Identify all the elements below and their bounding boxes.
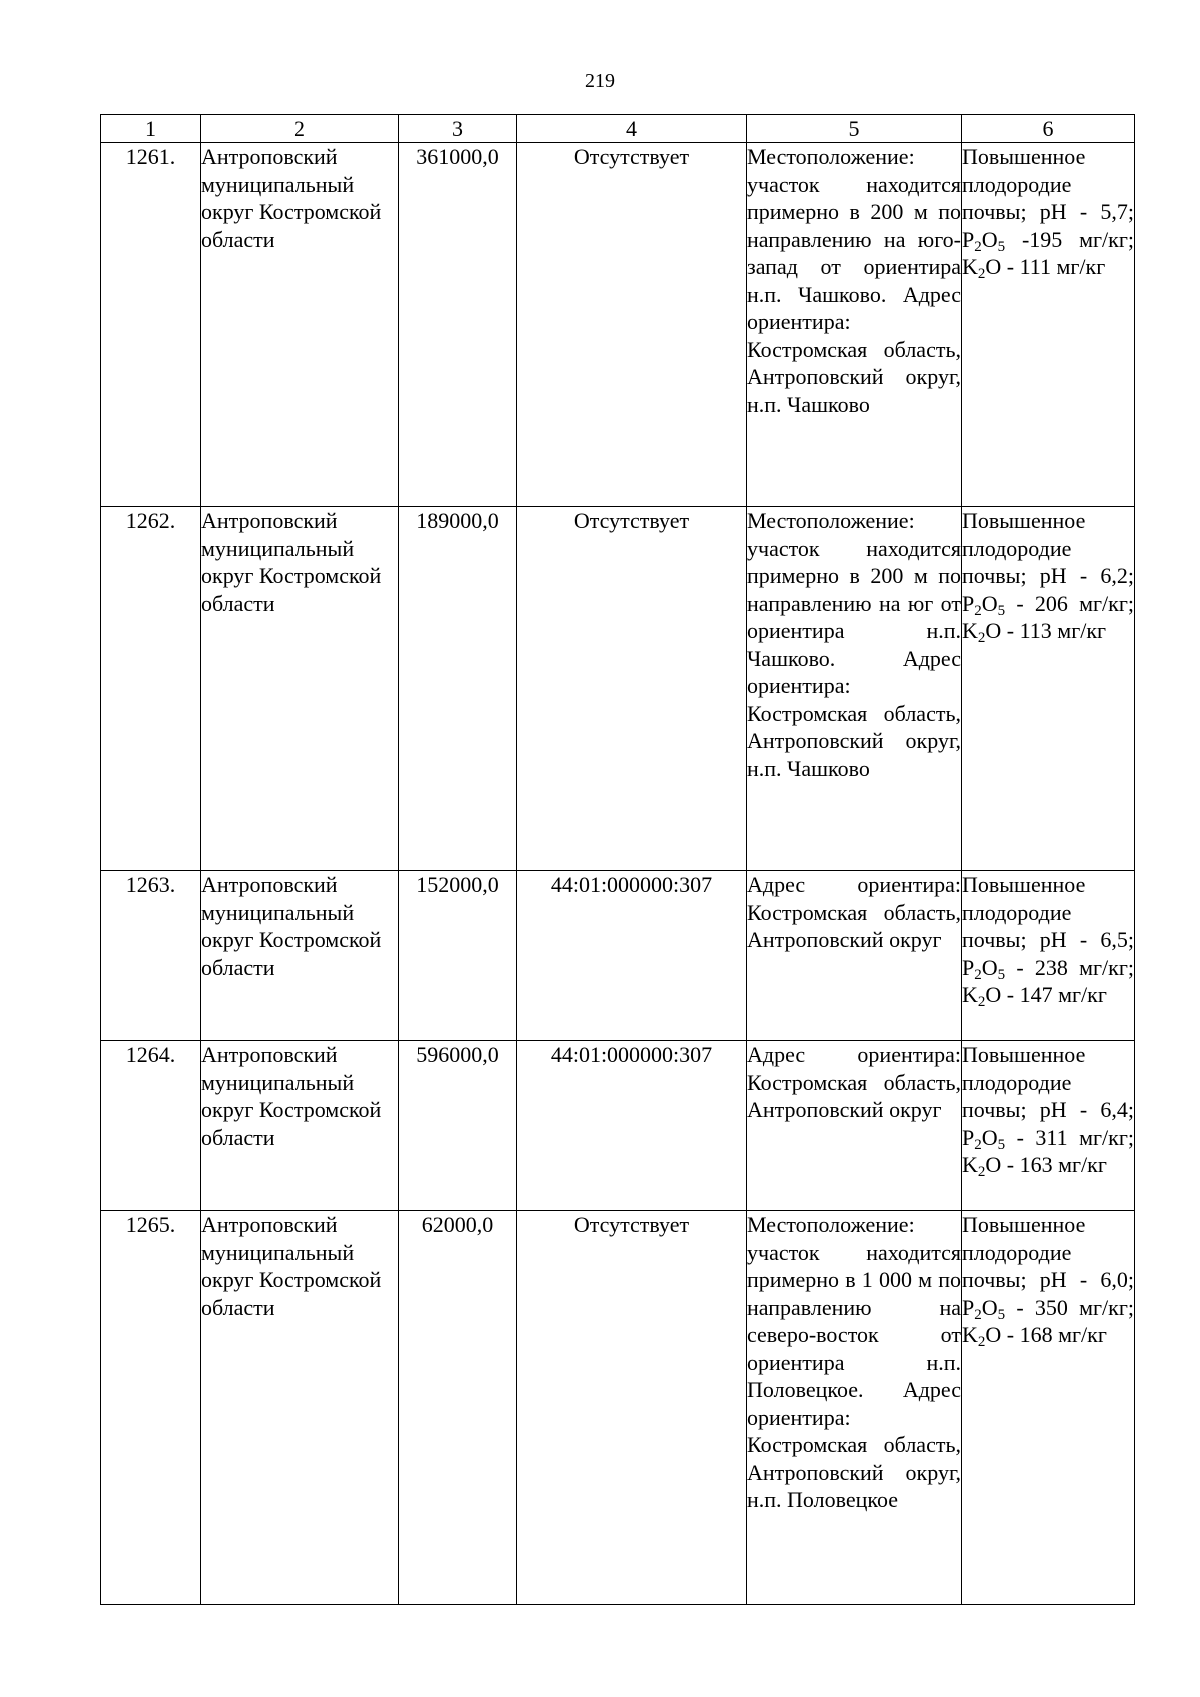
municipality-cell: Антроповский муниципальный округ Костромской области — [201, 1041, 399, 1211]
location-cell: Местоположение: участок находится примерно в 200 м по направлению на юго-запад от ориентира н.п. Чашково. Адрес ориентира: Костромская область, Антроповский округ, н.п. Чашково — [747, 143, 962, 507]
municipality-cell: Антроповский муниципальный округ Костромской области — [201, 507, 399, 871]
land-plots-table — [100, 114, 1135, 1605]
soil-characteristics-cell: Повышенное плодородие почвы; pH - 6,0; $P_2O_5 - 350$ мг/кг; $K_2O - 168$ мг/кг — [962, 1211, 1135, 1605]
cadastral-number-cell: Отсутствует — [517, 1211, 747, 1605]
column-header: 6 — [962, 115, 1135, 143]
row-number: 1263. — [101, 871, 201, 1041]
column-header: 4 — [517, 115, 747, 143]
table-row — [101, 507, 1135, 871]
table-row — [101, 143, 1135, 507]
row-number: 1265. — [101, 1211, 201, 1605]
column-header: 2 — [201, 115, 399, 143]
table-row — [101, 871, 1135, 1041]
table-header-row — [101, 115, 1135, 143]
column-header: 1 — [101, 115, 201, 143]
area-cell: 361000,0 — [399, 143, 517, 507]
soil-characteristics-cell: Повышенное плодородие почвы; pH - 6,5; $P_2O_5 - 238$ мг/кг; $K_2O - 147$ мг/кг — [962, 871, 1135, 1041]
cadastral-number-cell: 44:01:000000:307 — [517, 1041, 747, 1211]
cadastral-number-cell: Отсутствует — [517, 507, 747, 871]
location-cell: Местоположение: участок находится примерно в 200 м по направлению на юг от ориентира н.п. Чашково. Адрес ориентира: Костромская область, Антроповский округ, н.п. Чашково — [747, 507, 962, 871]
location-cell: Адрес ориентира: Костромская область, Антроповский округ — [747, 1041, 962, 1211]
area-cell: 152000,0 — [399, 871, 517, 1041]
soil-characteristics-cell: Повышенное плодородие почвы; pH - 6,4; $P_2O_5 - 311$ мг/кг; $K_2O - 163$ мг/кг — [962, 1041, 1135, 1211]
cadastral-number-cell: Отсутствует — [517, 143, 747, 507]
area-cell: 62000,0 — [399, 1211, 517, 1605]
column-header: 3 — [399, 115, 517, 143]
page-number: 219 — [585, 70, 615, 92]
location-cell: Адрес ориентира: Костромская область, Антроповский округ — [747, 871, 962, 1041]
municipality-cell: Антроповский муниципальный округ Костромской области — [201, 871, 399, 1041]
soil-characteristics-cell: Повышенное плодородие почвы; pH - 6,2; $P_2O_5 - 206$ мг/кг; $K_2O - 113$ мг/кг — [962, 507, 1135, 871]
location-cell: Местоположение: участок находится примерно в 1 000 м по направлению на северо-восток от ориентира н.п. Половецкое. Адрес ориентира: Костромская область, Антроповский округ, н.п. Половецкое — [747, 1211, 962, 1605]
municipality-cell: Антроповский муниципальный округ Костромской области — [201, 143, 399, 507]
table-row — [101, 1211, 1135, 1605]
column-header: 5 — [747, 115, 962, 143]
soil-characteristics-cell: Повышенное плодородие почвы; pH - 5,7; $P_2O_5$ -195 мг/кг; $K_2O - 111$ мг/кг — [962, 143, 1135, 507]
municipality-cell: Антроповский муниципальный округ Костромской области — [201, 1211, 399, 1605]
row-number: 1264. — [101, 1041, 201, 1211]
area-cell: 596000,0 — [399, 1041, 517, 1211]
table-row — [101, 1041, 1135, 1211]
cadastral-number-cell: 44:01:000000:307 — [517, 871, 747, 1041]
area-cell: 189000,0 — [399, 507, 517, 871]
row-number: 1261. — [101, 143, 201, 507]
row-number: 1262. — [101, 507, 201, 871]
